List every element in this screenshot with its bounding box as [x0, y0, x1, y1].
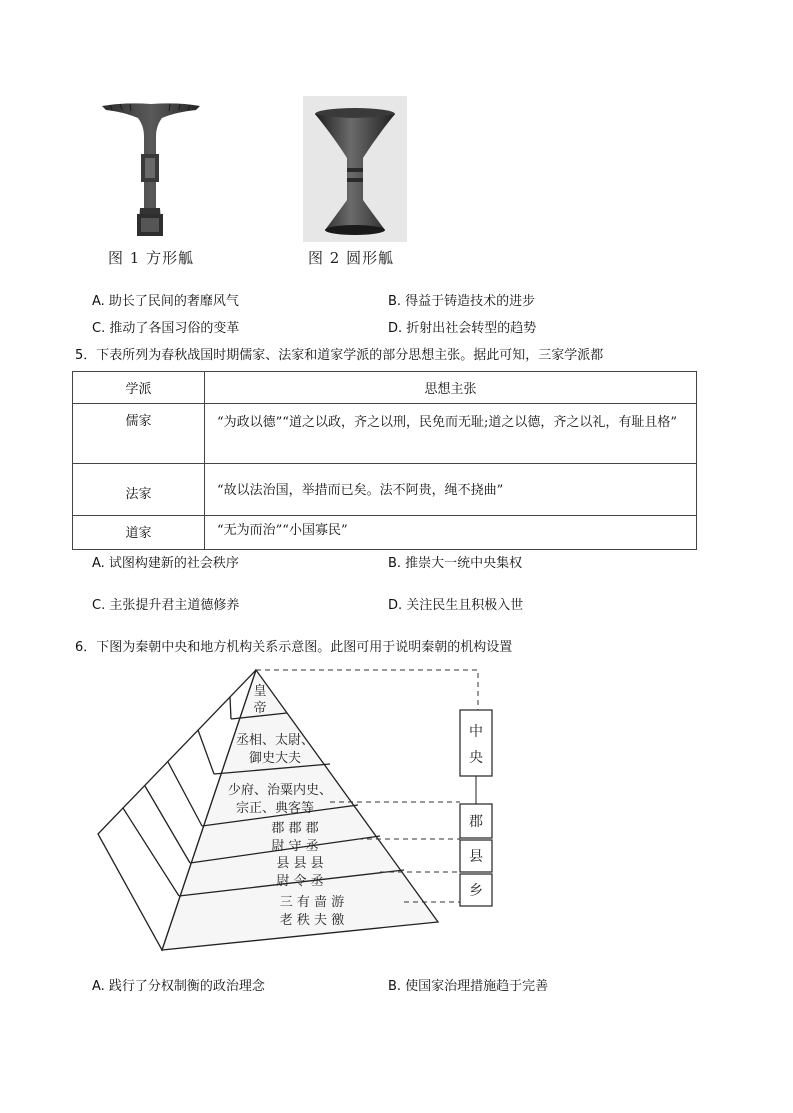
tier-ministers-line-2: 御史大夫 [248, 751, 302, 766]
tier-commandery-line-2: 尉 守 丞 [271, 839, 319, 854]
q6-option-b[interactable]: B. 使国家治理措施趋于完善 [388, 979, 549, 994]
tier-ministers-line-1: 丞相、太尉、 [235, 733, 315, 748]
q5-option-a[interactable]: A. 试图构建新的社会秩序 [92, 556, 239, 571]
q5-option-c[interactable]: C. 主张提升君主道德修养 [92, 598, 240, 613]
q6-stem: 6．下图为秦朝中央和地方机构关系示意图。此图可用于说明秦朝的机构设置 [75, 640, 513, 655]
side-label-xiang: 乡 [469, 883, 483, 899]
tier-commandery-line-1: 郡 郡 郡 [271, 821, 319, 836]
tier-township-line-2: 老 秩 夫 徼 [279, 913, 345, 928]
tier-county-line-2: 尉 令 丞 [276, 874, 324, 889]
table-cell-school: 法家 [73, 464, 205, 516]
square-gu-image [96, 96, 206, 246]
table-row [73, 404, 697, 464]
table-row [73, 516, 697, 550]
figure-2-caption: 图 2 圆形觚 [308, 249, 395, 267]
schools-table [72, 371, 697, 550]
pyramid-svg [90, 662, 500, 964]
tier-emperor-line-2: 帝 [253, 701, 267, 716]
table-row [73, 464, 697, 516]
q5-option-d[interactable]: D. 关注民生且积极入世 [388, 598, 524, 613]
table-cell-school: 道家 [73, 516, 205, 550]
side-label-jun: 郡 [469, 814, 483, 830]
table-header-idea: 思想主张 [205, 372, 697, 404]
tier-officials-line-2: 宗正、典客等 [235, 801, 315, 816]
round-gu-image [303, 96, 407, 242]
table-cell-idea: “故以法治国，举措而已矣。法不阿贵，绳不挠曲” [205, 464, 697, 516]
q4-option-a[interactable]: A. 助长了民间的奢靡风气 [92, 294, 239, 309]
q5-stem: 5．下表所列为春秋战国时期儒家、法家和道家学派的部分思想主张。据此可知，三家学派都 [75, 348, 604, 363]
table-cell-school: 儒家 [73, 404, 205, 464]
tier-emperor-line-1: 皇 [253, 684, 267, 699]
q4-option-c[interactable]: C. 推动了各国习俗的变革 [92, 321, 240, 336]
q4-option-b[interactable]: B. 得益于铸造技术的进步 [388, 294, 536, 309]
figure-2-round-gu [303, 96, 407, 242]
tier-township-line-1: 三 有 啬 游 [279, 895, 345, 910]
side-label-central-2: 央 [469, 750, 483, 766]
table-header-school: 学派 [73, 372, 205, 404]
table-cell-idea: “为政以德”“道之以政，齐之以刑，民免而无耻;道之以德，齐之以礼，有耻且格” [205, 404, 697, 464]
table-header-row [73, 372, 697, 404]
tier-county-line-1: 县 县 县 [276, 856, 324, 871]
figure-1-caption: 图 1 方形觚 [108, 249, 195, 267]
figure-1-square-gu [96, 96, 206, 246]
side-label-central-1: 中 [469, 724, 483, 740]
q5-option-b[interactable]: B. 推崇大一统中央集权 [388, 556, 523, 571]
qin-government-pyramid-diagram [90, 662, 500, 964]
q6-option-a[interactable]: A. 践行了分权制衡的政治理念 [92, 979, 265, 994]
table-cell-idea: “无为而治”“小国寡民” [205, 516, 697, 550]
tier-officials-line-1: 少府、治粟内史、 [227, 783, 333, 798]
side-label-xian: 县 [469, 849, 483, 865]
q4-option-d[interactable]: D. 折射出社会转型的趋势 [388, 321, 537, 336]
